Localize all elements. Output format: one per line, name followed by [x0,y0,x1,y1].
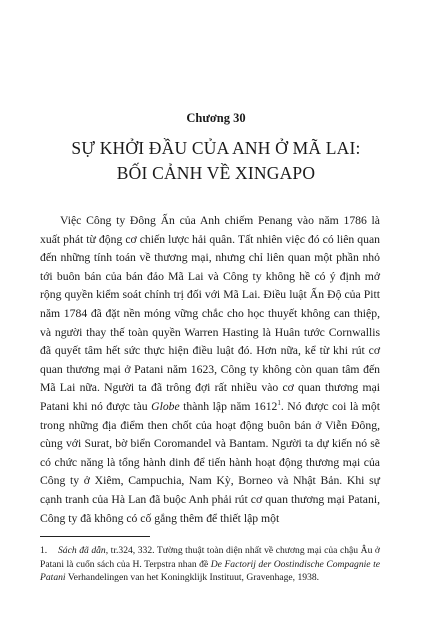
body-text [40,212,380,528]
footnote-number: 1. [40,545,48,556]
ship-name-globe: Globe [151,399,180,413]
body-text-part-1: Việc Công ty Đông Ấn của Anh chiếm Penang vào năm 1786 là xuất phát từ động cơ chiến lược hải quân. Tất nhiên việc đó có liên quan đến những tính toán về thương mại, nhưng chỉ liên quan một phần nhỏ tới buôn bán của bán đảo Mã Lai và Công ty không hề có ý định mở rộng quyền kiểm soát chính trị đối với Mã Lai. Điều luật Ấn Độ của Pitt năm 1784 đã đặt nền móng vững chắc cho học thuyết không can thiệp, và người thay thế toàn quyền Warren Hasting là Huân tước Cornwallis đã quyết tâm hết sức thực hiện điều luật đó. Hơn nữa, kể từ khi rút cơ quan thương mại ở Patani năm 1623, Công ty không còn quan tâm đến Mã Lai nữa. Người ta đã trông đợi rất nhiều vào cơ quan thương mại Patani khi nó được tàu [40,214,380,413]
footnote [40,544,380,585]
footnote-divider [40,536,150,537]
footnote-text-1: , tr.324, 332. Tường thuật toàn diện nhất về chương mại của chậu Âu ở Patani là cuốn sách của H. Terpstra nhan đề [40,545,380,570]
body-text-part-2: thành lập năm 1612 [179,399,278,413]
chapter-title-line-2: BỐI CẢNH VỀ XINGAPO [116,163,316,183]
body-text-part-3: . Nó được coi là một trong những địa điểm then chốt của hoạt động buôn bán ở Viễn Đông, cùng với Surat, bờ biển Coromandel và Bantam. Người ta dự kiến nó sẽ có chức năng là tổng hành dinh để tiến hành hoạt động thương mại của Công ty ở Xiêm, Campuchia, Nam Kỳ, Borneo và Nhật Bản. Khi sự cạnh tranh của Hà Lan đã buộc Anh phải rút cơ quan thương mại Patani, Công ty đã không có cố gắng thêm để thiết lập một [40,399,380,525]
footnote-reference: 1 [277,399,281,408]
body-paragraph [40,212,380,528]
footnote-work-title: De Factorij der Oostindische Compagnie te Patani [40,558,380,584]
footnote-text-2: Verhandelingen van het Koningklijk Instituut, Gravenhage, 1938. [65,572,320,584]
chapter-number: Chương 30 [186,111,246,125]
chapter-title-line-1: SỰ KHỞI ĐẦU CỦA ANH Ở MÃ LAI: [71,138,361,158]
footnote-source-title: Sách đã dẫn [58,545,106,556]
chapter-title [0,136,432,186]
